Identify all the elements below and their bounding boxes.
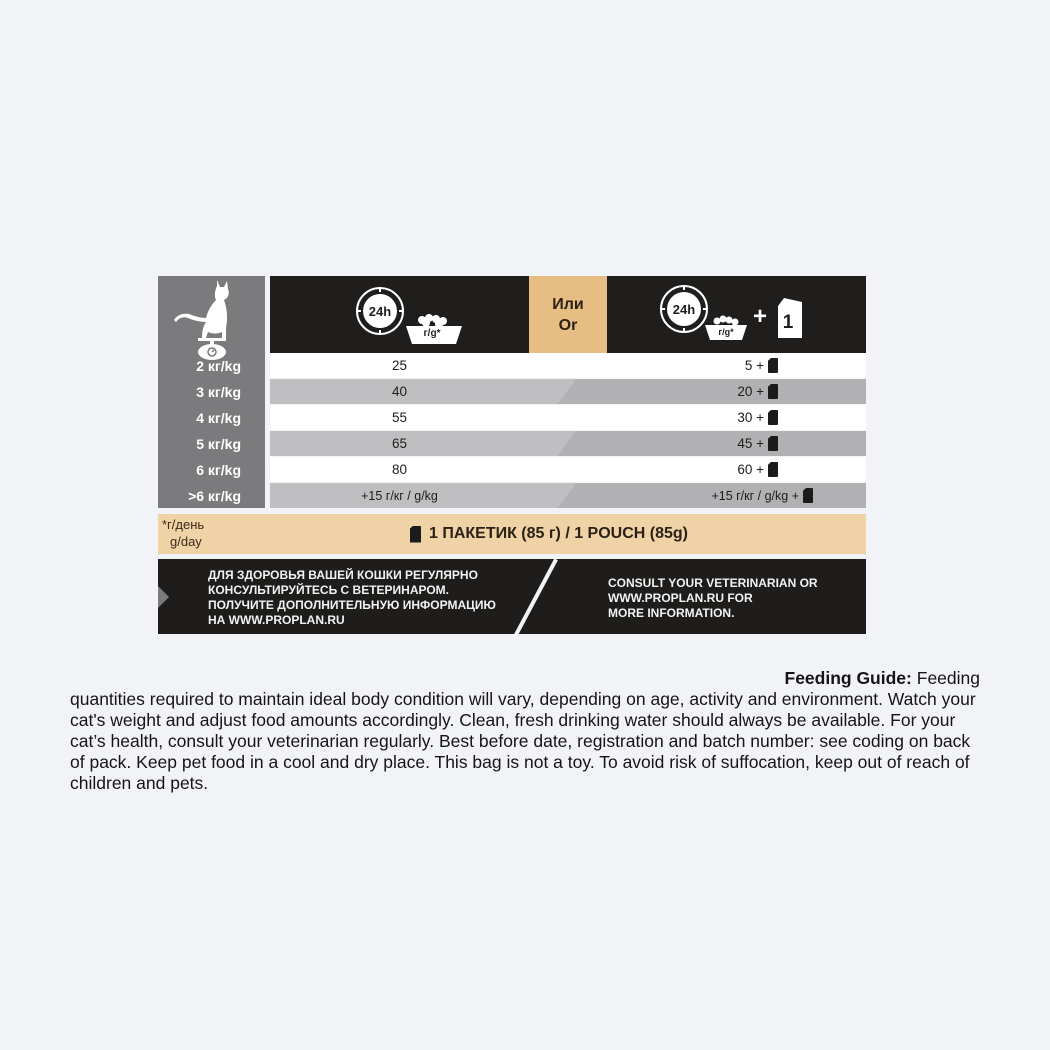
unit-note-ru: *г/день (162, 517, 205, 532)
plus-sign: + (752, 303, 767, 330)
weight-label: 5 кг/kg (196, 435, 241, 452)
pouch-icon (768, 410, 778, 425)
dry-only-amount: 25 (391, 358, 408, 373)
pouch-count: 1 (782, 312, 794, 333)
weight-label: 3 кг/kg (196, 383, 241, 400)
dry-only-amount: +15 г/кг / g/kg (361, 488, 438, 503)
header-dry-only (270, 276, 529, 354)
bowl-label: г/g* (718, 327, 734, 337)
or-en-label: Or (558, 317, 578, 334)
mixed-amount-cell (628, 483, 813, 508)
feeding-guide-body: quantities required to maintain ideal body condition will vary, depending on age, activity and environment. Watch your cat's weight and adjust food amounts accordingly. Clean, fresh drinking water should always be available. For your cat’s health, consult your veterinarian regularly. Best before date, registration and batch number: see coding on back of pack. Keep pet food in a cool and dry place. This bag is not a toy. To avoid risk of suffocation, keep out of reach of children and pets. (70, 689, 976, 793)
divider (512, 559, 558, 634)
mixed-amount: 30 + (737, 410, 764, 425)
pouch-size-label: 1 ПАКЕТИК (85 г) / 1 POUCH (85g) (428, 525, 688, 542)
table-row (158, 457, 866, 482)
mixed-amount: 45 + (737, 436, 764, 451)
feeding-guide-heading (70, 668, 980, 689)
mixed-amount: +15 г/кг / g/kg + (711, 488, 799, 503)
dry-only-amount: 80 (391, 462, 408, 477)
weight-label: 2 кг/kg (196, 357, 241, 374)
mixed-amount-cell (628, 353, 778, 378)
table-row (158, 405, 866, 430)
mixed-amount-cell (628, 457, 778, 482)
dry-only-amount: 55 (391, 410, 408, 425)
clock-label: 24h (368, 303, 392, 319)
pouch-icon (768, 436, 778, 451)
feeding-guide-first-word: Feeding (916, 668, 980, 688)
pouch-size-info (232, 514, 866, 554)
weight-label: >6 кг/kg (188, 487, 241, 504)
mixed-amount: 20 + (737, 384, 764, 399)
table-row (158, 353, 866, 378)
pouch-icon (768, 384, 778, 399)
mixed-amount-cell (628, 431, 778, 456)
table-row (158, 431, 866, 456)
pouch-icon (803, 488, 813, 503)
feeding-guide (70, 668, 980, 794)
feeding-guide-title: Feeding Guide: (784, 668, 912, 688)
dry-only-amount: 65 (391, 436, 408, 451)
unit-note (162, 516, 232, 552)
mixed-amount-cell (628, 405, 778, 430)
unit-note-en: g/day (170, 534, 202, 549)
advice-ru: ДЛЯ ЗДОРОВЬЯ ВАШЕЙ КОШКИ РЕГУЛЯРНО КОНСУЛЬТИРУЙТЕСЬ С ВЕТЕРИНАРОМ. ПОЛУЧИТЕ ДОПОЛНИТЕЛЬНУЮ ИНФОРМАЦИЮ НА WWW.PROPLAN.RU (208, 568, 496, 627)
pouch-icon (768, 358, 778, 373)
arrow-icon (158, 586, 169, 608)
mixed-amount: 60 + (737, 462, 764, 477)
weight-label: 6 кг/kg (196, 461, 241, 478)
cat-on-scale-icon (158, 276, 265, 360)
clock-label: 24h (672, 301, 696, 317)
mixed-amount-cell (628, 379, 778, 404)
advice-en: CONSULT YOUR VETERINARIAN OR WWW.PROPLAN.RU FOR MORE INFORMATION. (608, 576, 818, 620)
pouch-icon (768, 462, 778, 477)
header-mixed (607, 276, 866, 354)
table-row (158, 379, 866, 404)
pouch-icon (410, 526, 421, 543)
dry-only-amount: 40 (391, 384, 408, 399)
veterinarian-advice (158, 559, 866, 634)
mixed-amount: 5 + (744, 358, 764, 373)
or-ru-label: Или (552, 296, 584, 313)
bowl-label: г/g* (423, 327, 441, 339)
table-row (158, 483, 866, 508)
header-or (529, 276, 607, 354)
weight-label: 4 кг/kg (196, 409, 241, 426)
